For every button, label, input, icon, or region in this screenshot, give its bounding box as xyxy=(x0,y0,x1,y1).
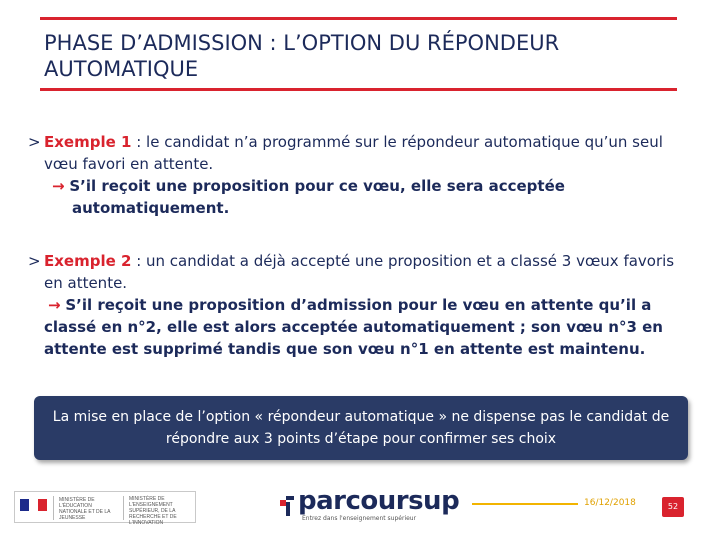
callout-text: La mise en place de l’option « répondeur automatique » ne dispense pas le candidat de répondre aux 3 points d’étape pour confirmer ses choix xyxy=(52,409,670,447)
slide-title xyxy=(44,30,684,82)
example-1-conclusion: S’il reçoit une proposition pour ce vœu, elle sera acceptée automatiquement. xyxy=(69,177,565,217)
ministry-1-name: MINISTÈRE DE L'ÉDUCATION NATIONALE ET DE LA JEUNESSE xyxy=(59,497,111,521)
title-bottom-rule xyxy=(40,88,677,91)
parcoursup-mark-icon xyxy=(278,494,298,520)
example-1-conclusion-row xyxy=(52,175,698,219)
title-top-rule xyxy=(40,17,677,20)
logo-divider xyxy=(123,496,124,520)
slide-title-line-1: PHASE D’ADMISSION : L’OPTION DU RÉPONDEUR xyxy=(44,31,560,55)
arrow-right-icon: → xyxy=(52,177,65,195)
arrow-right-icon: → xyxy=(48,296,61,314)
parcoursup-tagline: Entrez dans l'enseignement supérieur xyxy=(302,515,417,522)
example-2-block xyxy=(28,250,696,360)
example-2-conclusion-row xyxy=(44,294,696,360)
ministry-2-name: MINISTÈRE DE L'ENSEIGNEMENT SUPÉRIEUR, DE LA RECHERCHE ET DE L'INNOVATION xyxy=(129,496,177,526)
logo-divider xyxy=(53,496,54,520)
footer-accent-line xyxy=(472,503,578,505)
example-1-text: : le candidat n’a programmé sur le répondeur automatique qu’un seul vœu favori en attente. xyxy=(44,133,663,173)
example-2-text: : un candidat a déjà accepté une proposition et a classé 3 vœux favoris en attente. xyxy=(44,252,675,292)
example-1-block xyxy=(28,131,698,219)
page-number-badge: 52 xyxy=(662,497,684,517)
callout-box xyxy=(34,396,688,460)
ministry-logos xyxy=(14,491,196,526)
bullet-marker: > xyxy=(28,133,41,151)
parcoursup-wordmark: parcoursup xyxy=(298,486,460,516)
bullet-marker: > xyxy=(28,252,41,270)
slide-title-line-2: AUTOMATIQUE xyxy=(44,57,199,81)
example-2-conclusion: S’il reçoit une proposition d’admission pour le vœu en attente qu’il a classé en n°2, elle est alors acceptée automatiquement ; son vœu n°3 en attente est supprimé tandis que son vœu n°1 en attente est maintenu. xyxy=(44,296,663,358)
french-republic-flag-icon xyxy=(20,496,48,508)
footer-date: 16/12/2018 xyxy=(584,498,636,508)
parcoursup-logo xyxy=(278,486,460,522)
example-1-label: Exemple 1 xyxy=(44,133,132,151)
example-2-label: Exemple 2 xyxy=(44,252,132,270)
